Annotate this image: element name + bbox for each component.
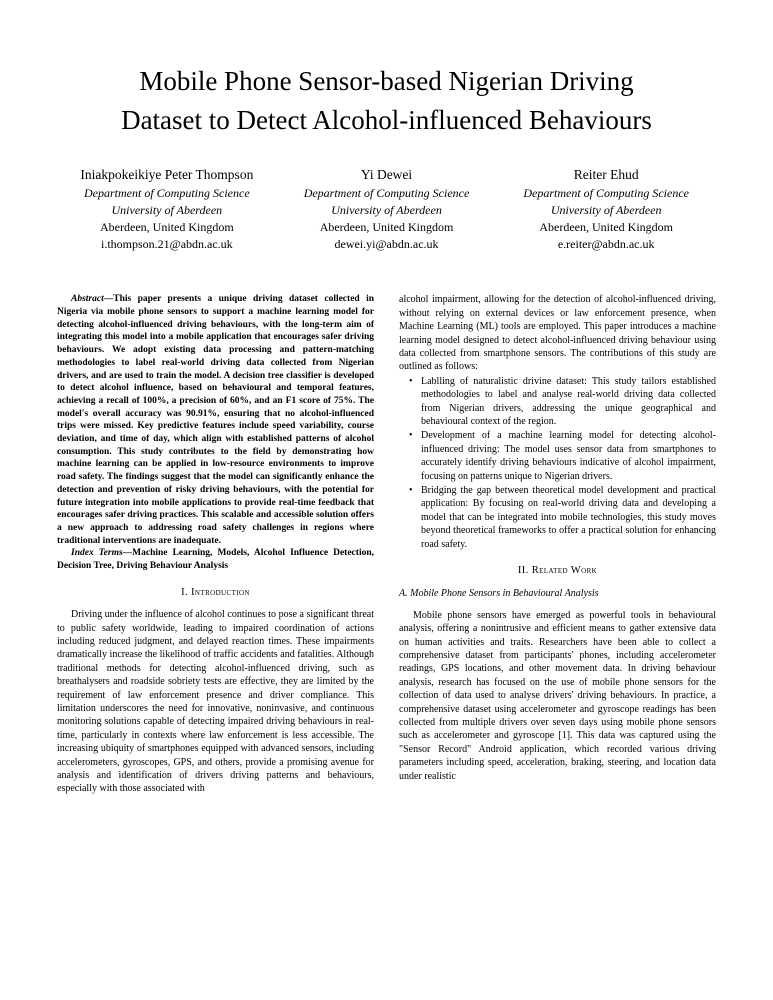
author-block-2	[277, 166, 497, 253]
author-department: Department of Computing Science	[303, 186, 470, 201]
author-block-3	[496, 166, 716, 253]
author-email: dewei.yi@abdn.ac.uk	[334, 237, 439, 252]
author-university: University of Aberdeen	[111, 203, 223, 218]
index-terms-label: Index Terms—	[71, 548, 133, 559]
introduction-paragraph: Driving under the influence of alcohol continues to pose a significant threat to public safety worldwide, leading to impaired coordination of actions including reduced judgment, and delayed reaction times. These impairments dramatically increase the likelihood of traffic accidents and fatalities. Although traditional methods for detecting alcohol-influenced driving, such as breathalysers and roadside sobriety tests are effective, they are limited by the requirement of law enforcement presence and driver compliance. This limitation underscores the need for innovative, noninvasive, and continuous monitoring solutions capable of detecting impaired driving behaviours in real-time, particularly in contexts where law enforcement is less accessible. The increasing ubiquity of smartphones equipped with advanced sensors, including accelerometers, gyroscopes, GPS, and others, provide a promising avenue for analysis and identification of drivers driving patterns and behaviours, especially with those associated with	[57, 609, 374, 795]
author-university: University of Aberdeen	[331, 203, 442, 218]
author-department: Department of Computing Science	[84, 186, 250, 201]
continuation-paragraph: alcohol impairment, allowing for the detection of alcohol-influenced driving, without relying on external devices or law enforcement presence, when Machine Learning (ML) tools are employed. This paper introduces a machine learning model designed to detect alcohol-influenced driving behaviour using data collected from smartphone sensors. The contributions of this study are outlined as follows:	[399, 294, 716, 373]
author-name: Iniakpokeikiye Peter Thompson	[80, 167, 254, 183]
paper-title	[67, 62, 706, 140]
author-block-1	[57, 166, 277, 253]
list-item-bridging-gap: • Bridging the gap between theoretical model development and practical application: By focusing on real-world driving data and developing a model that can be integrated into mobile technologies, this study moves beyond theoretical frameworks to offer a practical solution for enhancing road safety.	[421, 484, 716, 551]
paper-title-line2: Dataset to Detect Alcohol-influenced Behaviours	[121, 105, 652, 136]
list-item-model-development: • Development of a machine learning model for detecting alcohol-influenced driving: The model uses sensor data from smartphones to accurately identify driving behaviours indicative of alcohol impairment, focusing on patterns unique to Nigerian drivers.	[421, 429, 716, 483]
related-work-paragraph: Mobile phone sensors have emerged as powerful tools in behavioural analysis, offering a nonintrusive and efficient means to gather extensive data on human activities and traits. Researchers have been able to collect a comprehensive dataset from participants' phones, including accelerometer readings, GPS locations, and other movement data. In driving behaviour analysis, research has focused on the use of mobile phone sensors for the collection of data used to analyse drivers' driving behaviours. In practice, a comprehensive dataset using accelerometer and gyroscope readings has been collected from multiple drivers over seven days using mobile phone sensors such as accelerometer and gyroscope [1]. This data was captured using the "Sensor Record" Android application, which recorded various driving parameters including speed, acceleration, braking, steering, and location data under realistic	[399, 609, 716, 782]
authors-row	[57, 166, 716, 253]
author-address: Aberdeen, United Kingdom	[319, 220, 454, 235]
author-name: Yi Dewei	[360, 167, 413, 183]
paper-title-line1: Mobile Phone Sensor-based Nigerian Driving	[139, 66, 634, 96]
subsection-heading-mobile-sensors: A. Mobile Phone Sensors in Behavioural Analysis	[399, 588, 599, 600]
abstract-text: This paper presents a unique driving dataset collected in Nigeria via mobile phone sensors to support a machine learning model for detecting alcohol-influenced driving behaviours, with the long-term aim of integrating this model into a mobile application that encourages safer driving behaviours. We adopt existing data processing and pattern-matching methodologies to label real-world driving data collected from Nigerian drivers, and are used to train the model. A decision tree classifier is developed to detect alcohol influence, based on behavioural and temporal features, achieving a recall of 100%, a precision of 60%, and an F1 score of 75%. The model's overall accuracy was 90.91%, ensuring that no alcohol-influenced trips were missed. Key predictive features include speed variability, course deviation, and time of day, which align with established patterns of alcohol consumption. This study contributes to the field by demonstrating how machine learning can be applied in low-resource environments to improve road safety. The findings suggest that the model can significantly enhance the detection and prevention of risky driving behaviours, with the potential for future integration into mobile applications to provide real-time feedback that encourages safer driving practices. This scalable and accessible solution offers a new approach to addressing road safety challenges in regions where traditional interventions are inadequate.	[57, 294, 374, 546]
author-university: University of Aberdeen	[550, 203, 662, 218]
paper-body	[57, 293, 716, 796]
author-address: Aberdeen, United Kingdom	[100, 220, 234, 235]
author-address: Aberdeen, United Kingdom	[539, 220, 673, 235]
section-heading-related-work: II. Related Work	[517, 565, 598, 576]
abstract-label: Abstract—	[71, 294, 114, 305]
section-heading-introduction: I. Introduction	[181, 586, 250, 598]
index-terms-text: Machine Learning, Models, Alcohol Influence Detection, Decision Tree, Driving Behaviour Analysis	[57, 548, 374, 572]
author-name: Reiter Ehud	[573, 167, 639, 183]
contributions-list	[399, 375, 716, 551]
list-item-labelling: • Lablling of naturalistic drivine dataset: This study tailors established methodologies to label and analyse real-world driving data collected from Nigerian drivers, addressing the unique geographical and behavioural context of the region.	[421, 375, 716, 429]
left-column	[57, 293, 374, 796]
author-department: Department of Computing Science	[523, 186, 689, 201]
right-column	[399, 293, 716, 796]
author-email: e.reiter@abdn.ac.uk	[557, 237, 655, 252]
author-email: i.thompson.21@abdn.ac.uk	[100, 237, 233, 252]
index-terms-paragraph	[57, 547, 374, 572]
abstract-paragraph	[57, 293, 374, 547]
